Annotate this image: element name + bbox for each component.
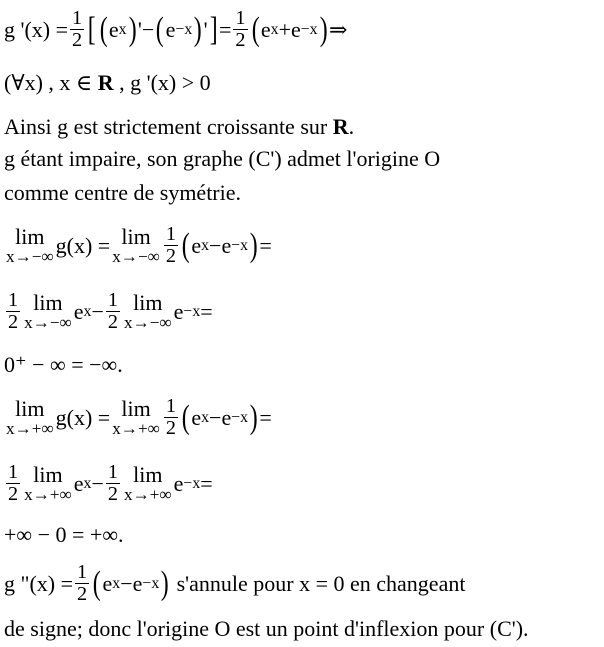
limit-minus-infinity-line1: lim x→−∞ g(x) = lim x→−∞ $\frac{1}{2}$ ( e x − e −x ) = <box>6 223 272 268</box>
lim-operator: lim x→+∞ <box>6 396 54 439</box>
limit-minus-infinity-result: 0⁺ − ∞ = −∞. <box>4 352 123 377</box>
lim-operator: lim x→+∞ <box>24 462 72 505</box>
parity-sentence: g étant impaire, son graphe (C') admet l'origine O <box>4 146 441 171</box>
fraction-half-2: $\frac{1}{2}$ <box>235 7 246 52</box>
lim-operator: lim x→−∞ <box>24 290 72 333</box>
lim-operator: lim x→−∞ <box>6 224 54 267</box>
g-prime-lhs: g '(x) = <box>4 16 69 42</box>
lim-operator: lim x→−∞ <box>124 290 172 333</box>
monotonic-sentence: Ainsi g est strictement croissante sur R. <box>4 114 355 139</box>
reals-symbol: R <box>97 70 114 95</box>
positivity-line: (∀x) , x ∈ R , g '(x) > 0 <box>4 70 211 95</box>
second-derivative-line: g "(x) = $\frac{1}{2}$ ( e x − e −x ) s'annule pour x = 0 en changeant <box>4 561 466 606</box>
limit-plus-infinity-line2: $\frac{1}{2}$ lim x→+∞ e x − $\frac{1}{2}$ lim x→+∞ e −x = <box>8 461 213 506</box>
implies-symbol: ⇒ <box>328 16 348 42</box>
lim-operator: lim x→−∞ <box>112 224 160 267</box>
lim-operator: lim x→+∞ <box>112 396 160 439</box>
derivative-line: g '(x) = $\frac{1}{2}$ [ ( e x ) ' − ( e −x ) ' ] = $\frac{1}{2}$ ( e x + e −x ) ⇒ <box>4 7 348 52</box>
limit-minus-infinity-line2: $\frac{1}{2}$ lim x→−∞ e x − $\frac{1}{2}$ lim x→−∞ e −x = <box>8 289 213 334</box>
limit-plus-infinity-line1: lim x→+∞ g(x) = lim x→+∞ $\frac{1}{2}$ ( e x − e −x ) = <box>6 395 272 440</box>
fraction-half: $\frac{1}{2}$ <box>72 7 83 52</box>
lim-operator: lim x→+∞ <box>124 462 172 505</box>
inflexion-sentence: de signe; donc l'origine O est un point d'inflexion pour (C'). <box>4 616 529 641</box>
limit-plus-infinity-result: +∞ − 0 = +∞. <box>4 522 124 547</box>
symmetry-sentence: comme centre de symétrie. <box>4 180 242 205</box>
